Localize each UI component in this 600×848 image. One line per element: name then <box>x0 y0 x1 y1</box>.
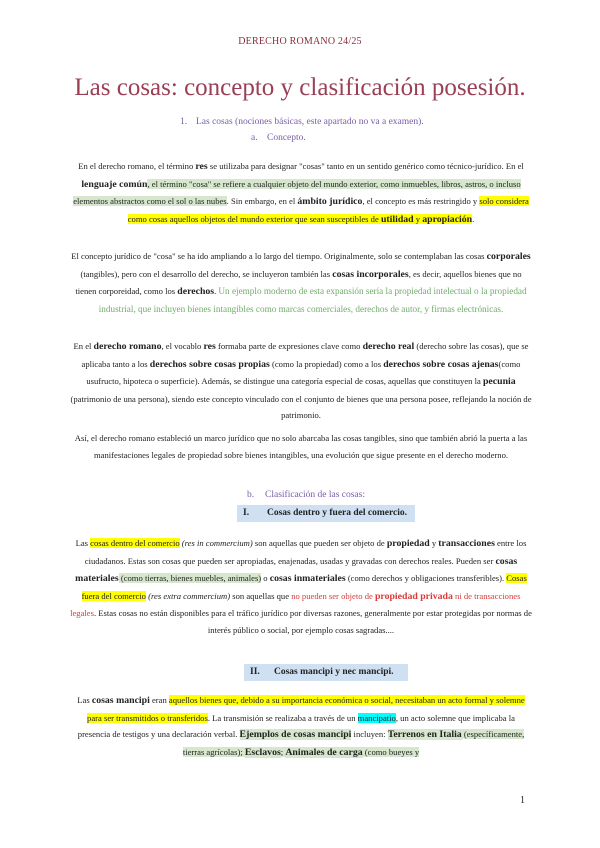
text-run: (como usufructo, hipoteca o superficie). Además, se distingue una categoría especial de cosas, aquellas que constituyen la <box>86 358 521 387</box>
text-run: incluyen: <box>351 729 388 740</box>
bold-term: Terrenos en Italia <box>387 729 462 741</box>
section-II-label: Cosas mancipi y nec mancipi. <box>274 667 394 677</box>
text-run: eran <box>149 695 169 705</box>
bold-term: res <box>195 161 208 172</box>
highlight-green: , el término "cosa" se refiere a cualquier objeto del mundo exterior, como inmuebles, libros, astros, o incluso elementos abstractos como el sol o las nubes <box>73 178 521 207</box>
bold-term: derechos <box>177 286 215 298</box>
bold-term: ámbito jurídico <box>297 196 363 208</box>
text-run: solo considera como cosas aquellos objetos del mundo exterior que sean susceptibles de <box>127 196 529 224</box>
bold-term: pecunia <box>482 376 516 388</box>
outline-item-1-number: 1. <box>180 117 188 127</box>
highlight-yellow: cosas dentro del comercio <box>90 538 180 548</box>
outline-item-b <box>247 490 365 500</box>
green-example-text: Un ejemplo moderno de esta expansión sería la propiedad intelectual o la propiedad industrial, que incluyen bienes intangibles como marcas comerciales, derechos de autor, y firmas electrónicas. <box>98 286 527 314</box>
bold-term: propiedad privada <box>374 590 453 602</box>
text-run: (derecho sobre las cosas), que se aplicaba tanto a los <box>81 341 529 369</box>
text-run: se utilizaba para designar "cosas" tanto en un sentido genérico como técnico-jurídico. En el <box>207 161 524 171</box>
text-run: , el concepto es más restringido y <box>362 196 480 207</box>
text-run: El concepto jurídico de "cosa" se ha ido ampliando a lo largo del tiempo. Originalmente, solo se contemplaban las cosas <box>71 251 487 261</box>
text-run: y <box>429 538 439 548</box>
paragraph-mancipi <box>70 692 532 761</box>
text-run: son aquellas que <box>230 590 292 601</box>
highlight-cyan: mancipatio <box>357 712 396 723</box>
text-run: , un acto solemne que implicaba la presencia de testigos y una declaración verbal. <box>77 712 515 740</box>
text-run: En el derecho romano, el término <box>78 161 196 171</box>
paragraph-conclusion <box>70 430 532 463</box>
bold-term: cosas mancipi <box>91 695 150 706</box>
bold-term: lenguaje común <box>81 178 148 190</box>
highlight-yellow: aquellos bienes que, debido a su importancia económica o social, necesitaban un acto formal y solemne para ser transmitidos o transferidos <box>87 695 525 723</box>
highlight-green: (como tierras, bienes muebles, animales) <box>118 573 262 584</box>
bold-term: apropiación <box>422 213 473 225</box>
text-run: , el vocablo <box>161 341 204 351</box>
text-run: . <box>214 286 219 297</box>
outline-item-a-label: Concepto. <box>267 133 306 143</box>
text-run: . <box>472 213 475 224</box>
paragraph-concept-expansion <box>70 248 532 317</box>
outline-item-1 <box>180 117 424 127</box>
text-run: . Estas cosas no están disponibles para el tráfico jurídico por diversas razones, generalmente por estar protegidas por normas de interés público o social, por ejemplo cosas sagradas.... <box>93 608 532 635</box>
text-run: formaba parte de expresiones clave como <box>215 341 363 351</box>
text-run: entre los ciudadanos. Estas son cosas que pueden ser apropiadas, enajenadas, usadas y gravadas con derechos reales. Pueden ser <box>84 538 527 566</box>
paragraph-roman-law <box>70 338 532 424</box>
bold-term: res <box>203 341 216 352</box>
bold-term: derecho real <box>362 341 415 352</box>
text-run: y <box>413 213 423 224</box>
bold-term: Esclavos <box>244 746 281 758</box>
section-I-label: Cosas dentro y fuera del comercio. <box>267 508 408 518</box>
text-run: . Sin embargo, en el <box>226 196 298 207</box>
bold-term: cosas incorporales <box>332 268 409 280</box>
page-number: 1 <box>520 795 525 806</box>
text-run: , es decir, aquellos bienes que no tienen corporeidad, como los <box>75 268 522 297</box>
latin-term: (res in commercium) <box>179 538 253 548</box>
outline-item-b-number: b. <box>247 490 255 500</box>
text-run: (patrimonio de una persona), siendo este concepto vinculado con el conjunto de bienes que una persona posee, reflejando la noción de patrimonio. <box>70 393 532 421</box>
paragraph-concept-intro <box>70 158 532 228</box>
page-header: DERECHO ROMANO 24/25 <box>238 36 362 47</box>
bold-term: Ejemplos de cosas mancipi <box>239 729 352 741</box>
text-run: ni de transacciones legales <box>70 590 521 619</box>
text-run: Así, el derecho romano estableció un marco jurídico que no solo abarcaba las cosas tangibles, sino que también abrió la puerta a las manifestaciones legales de propiedad sobre bienes intangibles, una evolución que sigue presente en el derecho moderno. <box>74 433 528 460</box>
latin-term: (res extra commercium) <box>145 590 231 601</box>
bold-term: Animales de carga <box>285 746 363 758</box>
bold-term: propiedad <box>386 538 430 549</box>
highlight-yellow: Cosas fuera del comercio <box>81 573 527 601</box>
bold-term: cosas inmateriales <box>269 573 346 585</box>
bold-term: derecho romano <box>93 341 162 352</box>
section-heading-II <box>244 664 408 681</box>
outline-item-b-label: Clasificación de las cosas: <box>265 490 365 500</box>
text-run: son aquellas que pueden ser objeto de <box>252 538 387 548</box>
bold-term: derechos sobre cosas ajenas <box>383 358 499 370</box>
text-run: no pueden ser objeto de <box>291 590 375 601</box>
outline-item-1-label: Las cosas (nociones básicas, este apartado no va a examen). <box>196 117 424 127</box>
text-run: (como derechos y obligaciones transferibles). <box>345 573 507 584</box>
section-heading-I <box>237 505 415 522</box>
highlight-green: ; <box>280 746 286 757</box>
bold-term: transacciones <box>438 538 495 549</box>
outline-item-a <box>251 133 306 143</box>
highlight-green: (específicamente, tierras agrícolas); <box>182 729 525 757</box>
text-run: . La transmisión se realizaba a través de un <box>207 712 358 723</box>
section-I-number: I. <box>243 508 250 518</box>
bold-term: derechos sobre cosas propias <box>149 358 270 370</box>
text-run: Las <box>77 695 92 705</box>
bold-term: cosas materiales <box>75 555 518 585</box>
text-run: (tangibles), pero con el desarrollo del derecho, se incluyeron también las <box>80 268 333 279</box>
outline-item-a-number: a. <box>251 133 258 143</box>
text-run: En el <box>73 341 94 351</box>
text-run: o <box>261 573 270 584</box>
bold-term: corporales <box>486 251 531 262</box>
paragraph-commerce <box>70 535 532 639</box>
page-title: Las cosas: concepto y clasificación posesión. <box>74 74 526 101</box>
section-II-number: II. <box>250 667 260 677</box>
text-run: Las <box>75 538 91 548</box>
highlight-green: (como bueyes y <box>362 746 420 757</box>
text-run: (como la propiedad) como a los <box>269 358 384 369</box>
bold-term: utilidad <box>380 213 414 225</box>
